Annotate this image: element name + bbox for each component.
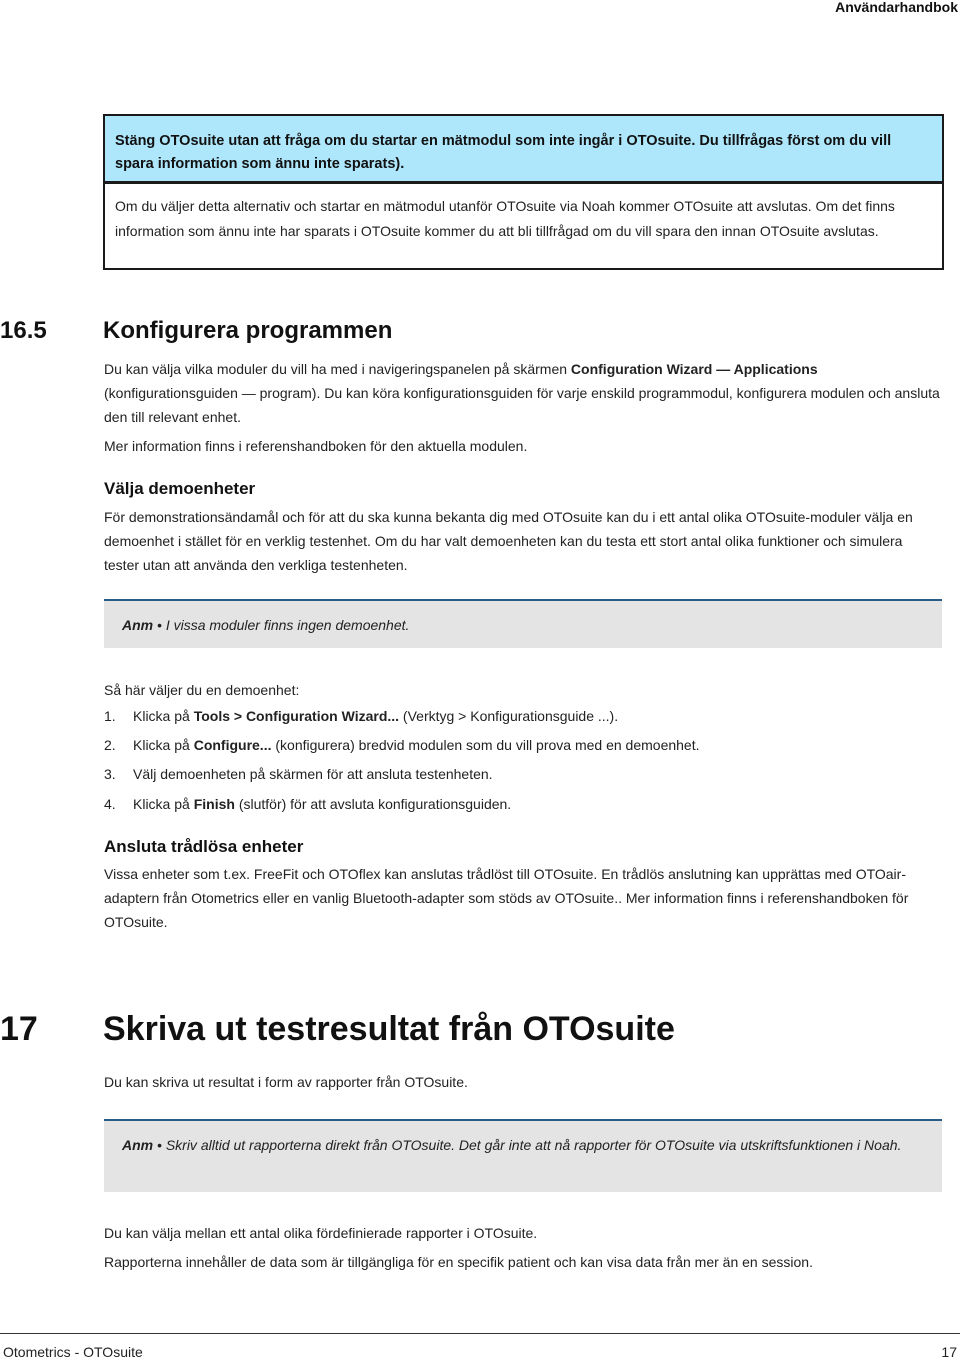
ui-term: Finish <box>193 796 235 812</box>
subheading-wireless: Ansluta trådlösa enheter <box>104 837 304 856</box>
section-paragraph <box>104 357 940 429</box>
section-heading-16-5 <box>0 317 960 349</box>
chapter-heading-17 <box>0 1010 960 1054</box>
note-bullet: • <box>157 617 162 633</box>
note-bullet: • <box>157 1137 162 1153</box>
list-item <box>104 763 493 785</box>
chapter-paragraph: Du kan skriva ut resultat i form av rapporter från OTOsuite. <box>104 1074 468 1090</box>
note-text: Skriv alltid ut rapporterna direkt från OTOsuite. Det går inte att nå rapporter för OTOsuite via utskriftsfunktionen i Noah. <box>165 1137 902 1153</box>
ui-term: Configure... <box>193 737 272 753</box>
info-box <box>103 114 944 270</box>
list-text: Klicka på <box>133 737 194 753</box>
ui-term: Configuration Wizard — Applications <box>570 361 818 377</box>
section-title: Konfigurera programmen <box>103 317 393 344</box>
list-text: (slutför) för att avsluta konfigurationsguiden. <box>234 796 512 812</box>
list-text: Välj demoenheten på skärmen för att ansluta testenheten. <box>133 766 493 782</box>
list-item <box>104 734 700 756</box>
list-item <box>104 705 618 727</box>
chapter-paragraph: Rapporterna innehåller de data som är tillgängliga för en specifik patient och kan visa data från mer än en session. <box>104 1254 813 1270</box>
note-box <box>104 1119 942 1192</box>
list-number: 4. <box>104 796 116 812</box>
note-label: Anm <box>122 617 154 633</box>
list-text: Klicka på <box>133 708 194 724</box>
footer-divider <box>0 1333 960 1334</box>
list-text: (konfigurera) bredvid modulen som du vill prova med en demoenhet. <box>271 737 700 753</box>
note-box <box>104 599 942 648</box>
list-number: 1. <box>104 708 116 724</box>
list-text: Klicka på <box>133 796 194 812</box>
footer-title: Otometrics - OTOsuite <box>3 1344 143 1360</box>
chapter-paragraph: Du kan välja mellan ett antal olika fördefinierade rapporter i OTOsuite. <box>104 1225 538 1241</box>
wireless-paragraph: Vissa enheter som t.ex. FreeFit och OTOflex kan anslutas trådlöst till OTOsuite. En trådlös anslutning kan upprättas med OTOair-adaptern från Otometrics eller en vanlig Bluetooth-adapter som stöds av OTOsuite.. Mer information finns i referenshandboken för OTOsuite. <box>104 866 909 930</box>
demo-paragraph: För demonstrationsändamål och för att du ska kunna bekanta dig med OTOsuite kan du i ett antal olika OTOsuite-moduler välja en demoenhet i stället för en verklig testenhet. Om du har valt demoenheten kan du testa ett stort antal olika funktioner och simulera tester utan att använda den verkliga testenheten. <box>104 509 913 573</box>
info-box-heading: Stäng OTOsuite utan att fråga om du startar en mätmodul som inte ingår i OTOsuite. Du tillfrågas först om du vill spara information som ännu inte sparats). <box>105 116 942 184</box>
page-number: 17 <box>941 1344 957 1360</box>
note-text: I vissa moduler finns ingen demoenhet. <box>165 617 410 633</box>
list-text: (Verktyg > Konfigurationsguide ...). <box>399 708 619 724</box>
list-item <box>104 793 511 815</box>
ui-term: Tools > Configuration Wizard... <box>193 708 400 724</box>
steps-intro: Så här väljer du en demoenhet: <box>104 682 300 698</box>
section-paragraph: Mer information finns i referenshandboken för den aktuella modulen. <box>104 438 528 454</box>
chapter-title: Skriva ut testresultat från OTOsuite <box>103 1010 675 1048</box>
info-box-body: Om du väljer detta alternativ och startar en mätmodul utanför OTOsuite via Noah kommer OTOsuite att avslutas. Om det finns information som ännu inte har sparats i OTOsuite kommer du att bli tillfrågad om du vill spara den innan OTOsuite avslutas. <box>115 198 895 239</box>
subheading-demo: Välja demoenheter <box>104 479 256 498</box>
list-number: 2. <box>104 737 116 753</box>
list-number: 3. <box>104 766 116 782</box>
para-text: Du kan välja vilka moduler du vill ha med i navigeringspanelen på skärmen <box>104 361 571 377</box>
note-label: Anm <box>122 1137 154 1153</box>
para-text: (konfigurationsguiden — program). Du kan köra konfigurationsguiden för varje enskild programmodul, konfigurera modulen och ansluta den till relevant enhet. <box>104 385 940 425</box>
section-number: 16.5 <box>0 317 47 344</box>
chapter-number: 17 <box>0 1010 38 1048</box>
running-header: Användarhandbok <box>835 0 958 15</box>
